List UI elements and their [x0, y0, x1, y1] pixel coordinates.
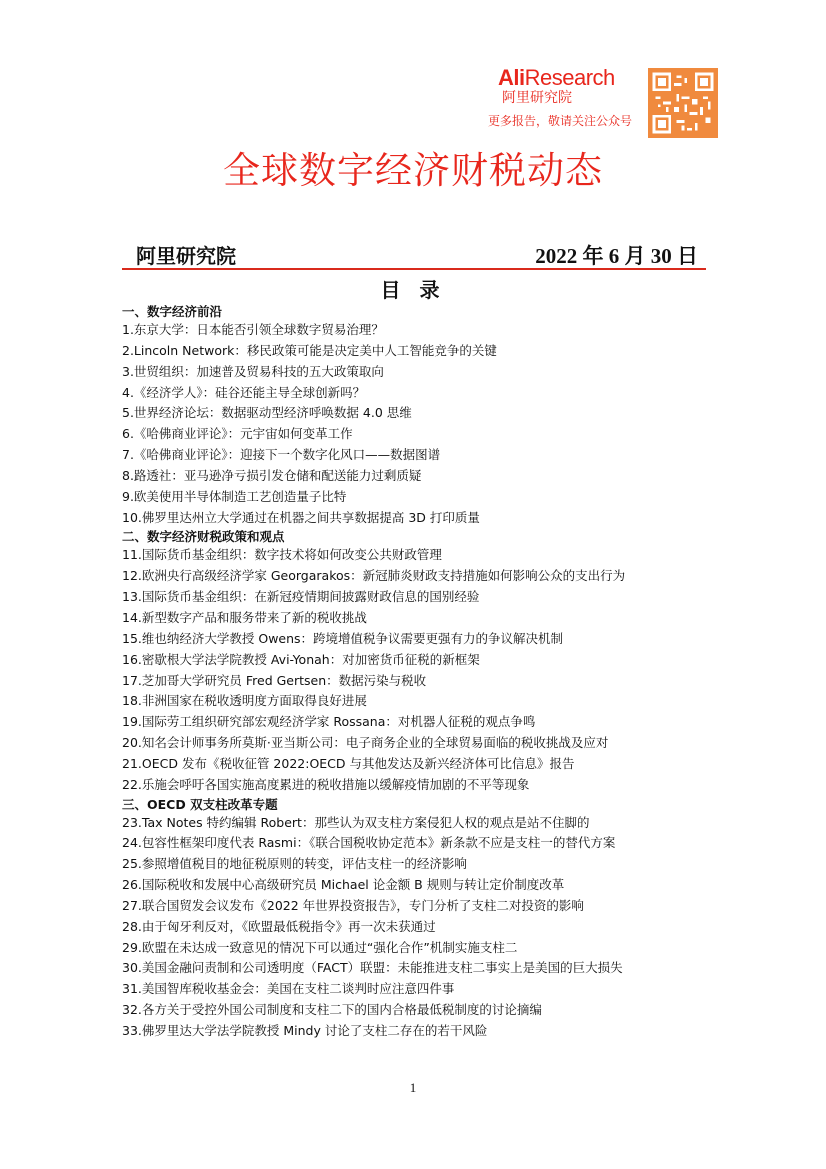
toc-entry[interactable]: 25.参照增值税目的地征税原则的转变，评估支柱一的经济影响 [122, 856, 467, 872]
section-title: 一、数字经济前沿 [122, 304, 223, 319]
toc-entry[interactable]: 19.国际劳工组织研究部宏观经济学家 Rossana：对机器人征税的观点争鸣 [122, 714, 536, 730]
header-divider [122, 268, 706, 270]
toc-entry[interactable]: 32.各方关于受控外国公司制度和支柱二下的国内合格最低税制度的讨论摘编 [122, 1002, 542, 1018]
table-of-contents [122, 303, 722, 1042]
toc-entry[interactable]: 17.芝加哥大学研究员 Fred Gertsen：数据污染与税收 [122, 672, 427, 688]
toc-entry[interactable]: 13.国际货币基金组织：在新冠疫情期间披露财政信息的国别经验 [122, 589, 480, 605]
toc-entry[interactable]: 5.世界经济论坛：数据驱动型经济呼唤数据 4.0 思维 [122, 405, 412, 421]
toc-entry[interactable]: 30.美国金融问责制和公司透明度（FACT）联盟：未能推进支柱二事实上是美国的巨大损失 [122, 960, 623, 976]
toc-heading: 目 录 [380, 278, 446, 302]
toc-entry[interactable]: 31.美国智库税收基金会：美国在支柱二谈判时应注意四件事 [122, 981, 455, 997]
toc-entry[interactable]: 1.东京大学：日本能否引领全球数字贸易治理？ [122, 322, 384, 337]
toc-entry[interactable]: 14.新型数字产品和服务带来了新的税收挑战 [122, 609, 367, 625]
section-title: 三、OECD 双支柱改革专题 [122, 796, 278, 812]
toc-entry[interactable]: 12.欧洲央行高级经济学家 Georgarakos：新冠肺炎财政支持措施如何影响公众的支出行为 [122, 568, 626, 584]
toc-entry[interactable]: 27.联合国贸发会议发布《2022 年世界投资报告》，专门分析了支柱二对投资的影响 [122, 897, 584, 913]
toc-entry[interactable]: 9.欧美使用半导体制造工艺创造量子比特 [122, 488, 347, 504]
brand-subtitle: 更多报告，敬请关注公众号 [488, 114, 633, 128]
logo-cn: 阿里研究院 [502, 90, 572, 106]
publication-date: 2022 年 6 月 30 日 [535, 244, 698, 268]
logo-research: Research [524, 65, 615, 90]
page-title: 全球数字经济财税动态 [223, 149, 603, 192]
toc-entry[interactable]: 22.乐施会呼吁各国实施高度累进的税收措施以缓解疫情加剧的不平等现象 [122, 776, 530, 792]
logo-ali: Ali [498, 65, 525, 90]
toc-entry[interactable]: 6.《哈佛商业评论》：元宇宙如何变革工作 [122, 426, 353, 442]
toc-entry[interactable]: 8.路透社：亚马逊净亏损引发仓储和配送能力过剩质疑 [122, 467, 422, 483]
toc-entry[interactable]: 7.《哈佛商业评论》：迎接下一个数字化风口——数据图谱 [122, 447, 441, 463]
toc-entry[interactable]: 23.Tax Notes 特约编辑 Robert：那些认为双支柱方案侵犯人权的观点是站不住脚的 [122, 814, 590, 830]
brand-logo [498, 66, 638, 106]
toc-entry[interactable]: 20.知名会计师事务所莫斯·亚当斯公司：电子商务企业的全球贸易面临的税收挑战及应对 [122, 735, 609, 751]
organization-name: 阿里研究院 [136, 244, 236, 268]
toc-entry[interactable]: 16.密歇根大学法学院教授 Avi-Yonah：对加密货币征税的新框架 [122, 651, 480, 667]
section-title: 二、数字经济财税政策和观点 [122, 529, 285, 545]
toc-entry[interactable]: 18.非洲国家在税收透明度方面取得良好进展 [122, 693, 367, 709]
toc-entry[interactable]: 26.国际税收和发展中心高级研究员 Michael 论金额 B 规则与转让定价制度改革 [122, 877, 565, 893]
toc-entry[interactable]: 11.国际货币基金组织：数字技术将如何改变公共财政管理 [122, 547, 442, 563]
toc-entry[interactable]: 21.OECD 发布《税收征管 2022:OECD 与其他发达及新兴经济体可比信息》报告 [122, 755, 575, 771]
toc-entry[interactable]: 29.欧盟在未达成一致意见的情况下可以通过“强化合作”机制实施支柱二 [122, 939, 518, 955]
toc-entry[interactable]: 10.佛罗里达州立大学通过在机器之间共享数据提高 3D 打印质量 [122, 509, 480, 525]
toc-entry[interactable]: 33.佛罗里达大学法学院教授 Mindy 讨论了支柱二存在的若干风险 [122, 1023, 488, 1038]
toc-entry[interactable]: 28.由于匈牙利反对，《欧盟最低税指令》再一次未获通过 [122, 918, 436, 934]
toc-entry[interactable]: 2.Lincoln Network：移民政策可能是决定美中人工智能竞争的关键 [122, 342, 497, 358]
toc-entry[interactable]: 3.世贸组织：加速普及贸易科技的五大政策取向 [122, 363, 384, 379]
page-number: 1 [409, 1080, 417, 1095]
toc-entry[interactable]: 24.包容性框架印度代表 Rasmi：《联合国税收协定范本》新条款不应是支柱一的替代方案 [122, 835, 616, 851]
toc-entry[interactable]: 4.《经济学人》：硅谷还能主导全球创新吗？ [122, 384, 366, 400]
qr-code-icon [648, 68, 718, 138]
toc-entry[interactable]: 15.维也纳经济大学教授 Owens：跨境增值税争议需要更强有力的争议解决机制 [122, 630, 564, 646]
